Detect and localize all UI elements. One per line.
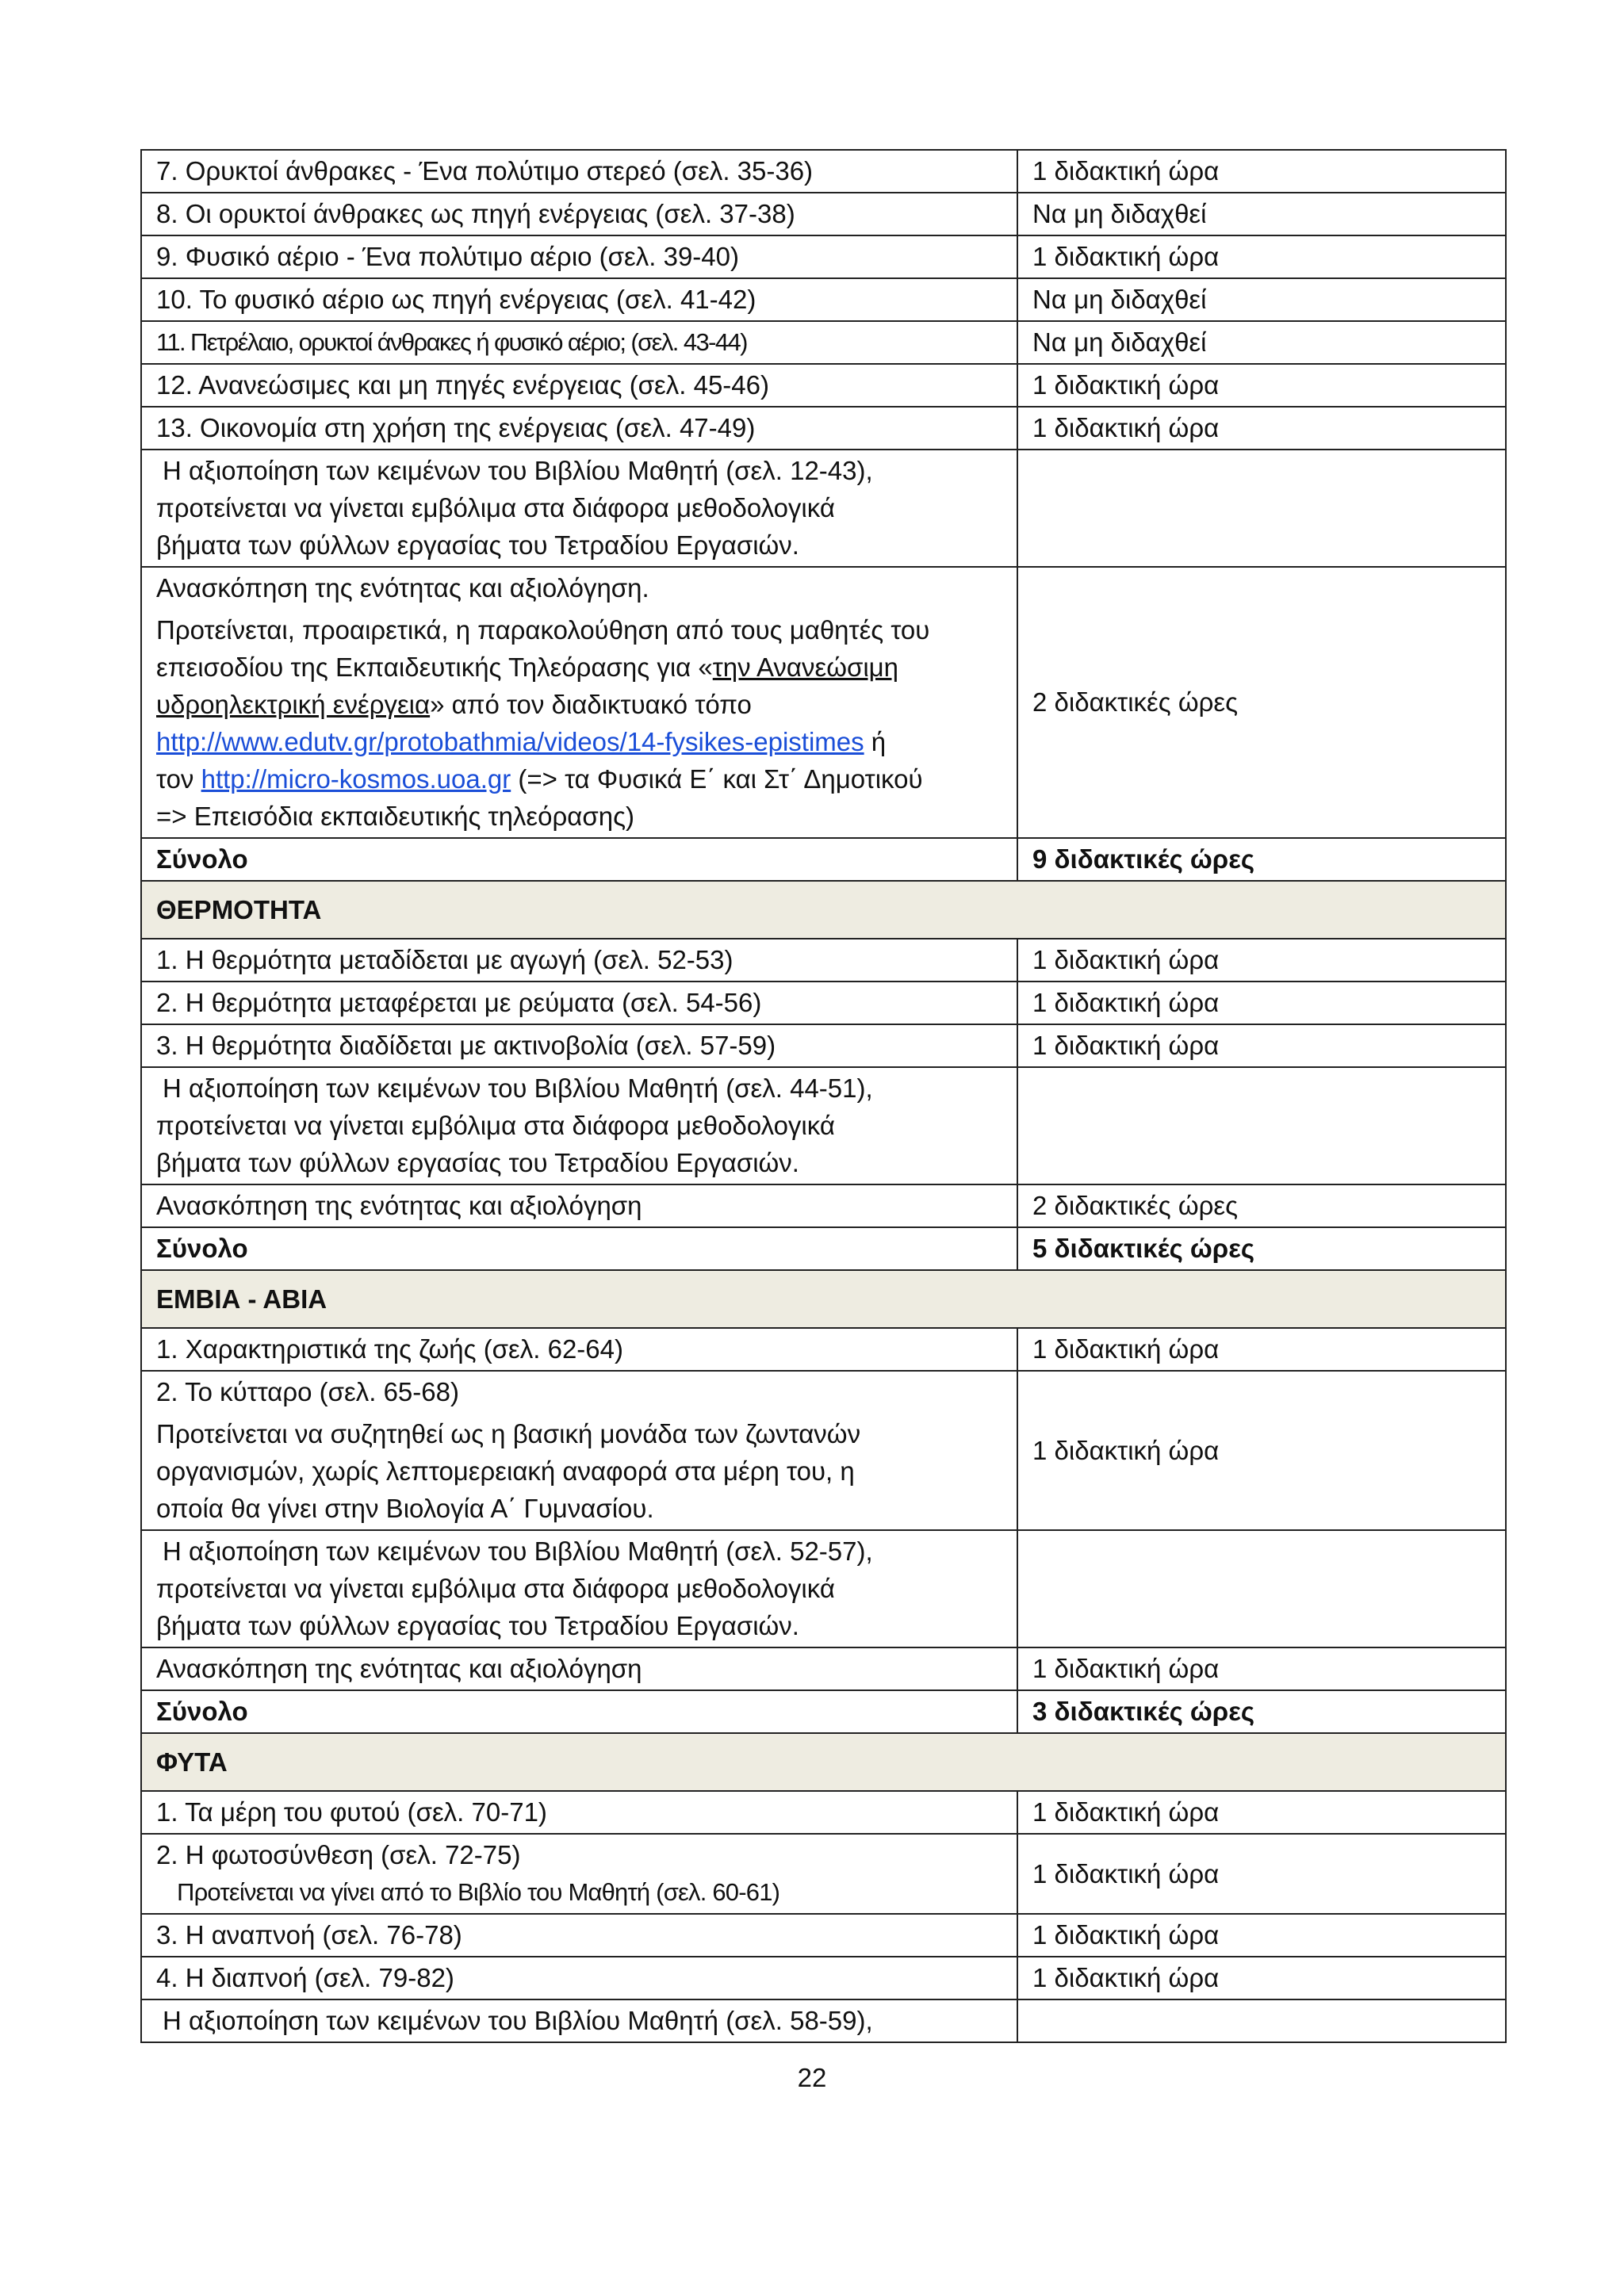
hours-cell: 2 διδακτικές ώρες — [1017, 567, 1506, 838]
hours-cell: 1 διδακτική ώρα — [1017, 1328, 1506, 1371]
table-row — [141, 1647, 1506, 1690]
review-text: ή — [864, 727, 887, 756]
table-row — [141, 567, 1506, 838]
empty-cell — [1017, 1067, 1506, 1184]
hours-cell: 1 διδακτική ώρα — [1017, 1791, 1506, 1834]
hours-cell: 1 διδακτική ώρα — [1017, 150, 1506, 193]
review-line — [156, 760, 1002, 798]
hours-cell: 2 διδακτικές ώρες — [1017, 1184, 1506, 1227]
table-row — [141, 1371, 1506, 1530]
topic-note: Προτείνεται να γίνει από το Βιβλίο του Μαθητή (σελ. 60-61) — [177, 1878, 780, 1906]
topic-cell: Ανασκόπηση της ενότητας και αξιολόγηση — [141, 1184, 1017, 1227]
empty-cell — [1017, 1530, 1506, 1647]
topic-cell: 9. Φυσικό αέριο - Ένα πολύτιμο αέριο (σελ. 39-40) — [141, 235, 1017, 278]
hours-cell: 1 διδακτική ώρα — [1017, 982, 1506, 1024]
hours-cell: 1 διδακτική ώρα — [1017, 1024, 1506, 1067]
episode-title-part2: υδροηλεκτρική ενέργεια — [156, 690, 431, 719]
hours-cell: 1 διδακτική ώρα — [1017, 1834, 1506, 1914]
hours-cell: Να μη διδαχθεί — [1017, 321, 1506, 364]
topic-cell: Ανασκόπηση της ενότητας και αξιολόγηση — [141, 1647, 1017, 1690]
table-row — [141, 450, 1506, 567]
student-book-note — [141, 1999, 1017, 2042]
topic-line: 2. Το κύτταρο (σελ. 65-68) — [156, 1377, 459, 1406]
hours-cell: 1 διδακτική ώρα — [1017, 1647, 1506, 1690]
topic-cell: 12. Ανανεώσιμες και μη πηγές ενέργειας (σελ. 45-46) — [141, 364, 1017, 407]
table-row — [141, 1791, 1506, 1834]
review-cell — [141, 567, 1017, 838]
table-row — [141, 150, 1506, 193]
total-row — [141, 1690, 1506, 1733]
topic-cell: 2. Η θερμότητα μεταφέρεται με ρεύματα (σελ. 54-56) — [141, 982, 1017, 1024]
total-label: Σύνολο — [141, 838, 1017, 881]
section-title: ΘΕΡΜΟΤΗΤΑ — [141, 881, 1506, 939]
topic-line: οποία θα γίνει στην Βιολογία Α΄ Γυμνασίου. — [156, 1494, 654, 1523]
total-hours: 5 διδακτικές ώρες — [1017, 1227, 1506, 1270]
student-book-note — [141, 450, 1017, 567]
topic-cell — [141, 1371, 1017, 1530]
total-label: Σύνολο — [141, 1690, 1017, 1733]
section-header-life — [141, 1270, 1506, 1328]
table-row — [141, 1328, 1506, 1371]
note-line: προτείνεται να γίνεται εμβόλιμα στα διάφορα μεθοδολογικά — [156, 1574, 835, 1603]
table-row — [141, 982, 1506, 1024]
microkosmos-link[interactable]: http://micro-kosmos.uoa.gr — [201, 764, 511, 794]
review-text: τον — [156, 764, 201, 794]
total-hours: 9 διδακτικές ώρες — [1017, 838, 1506, 881]
review-line: => Επεισόδια εκπαιδευτικής τηλεόρασης) — [156, 802, 634, 831]
table-row — [141, 1184, 1506, 1227]
topic-cell: 1. Η θερμότητα μεταδίδεται με αγωγή (σελ. 52-53) — [141, 939, 1017, 982]
table-row — [141, 321, 1506, 364]
total-hours: 3 διδακτικές ώρες — [1017, 1690, 1506, 1733]
review-line — [156, 649, 1002, 686]
edutv-link[interactable]: http://www.edutv.gr/protobathmia/videos/14-fysikes-epistimes — [156, 727, 864, 756]
episode-title-part1: την Ανανεώσιμη — [712, 652, 899, 682]
topic-cell: 11. Πετρέλαιο, ορυκτοί άνθρακες ή φυσικό αέριο; (σελ. 43-44) — [141, 321, 1017, 364]
note-line: προτείνεται να γίνεται εμβόλιμα στα διάφορα μεθοδολογικά — [156, 493, 835, 522]
hours-cell: Να μη διδαχθεί — [1017, 193, 1506, 235]
note-line: Η αξιοποίηση των κειμένων του Βιβλίου Μαθητή (σελ. 58-59), — [163, 2006, 873, 2035]
empty-cell — [1017, 450, 1506, 567]
review-line — [156, 686, 1002, 723]
table-row — [141, 407, 1506, 450]
note-line: βήματα των φύλλων εργασίας του Τετραδίου Εργασιών. — [156, 1611, 799, 1640]
topic-cell: 13. Οικονομία στη χρήση της ενέργειας (σελ. 47-49) — [141, 407, 1017, 450]
topic-line: 2. Η φωτοσύνθεση (σελ. 72-75) — [156, 1840, 521, 1869]
review-line — [156, 723, 1002, 760]
page-number: 22 — [797, 2063, 827, 2092]
section-header-heat — [141, 881, 1506, 939]
hours-cell: 1 διδακτική ώρα — [1017, 1371, 1506, 1530]
note-line: βήματα των φύλλων εργασίας του Τετραδίου Εργασιών. — [156, 1148, 799, 1177]
note-line: Η αξιοποίηση των κειμένων του Βιβλίου Μαθητή (σελ. 12-43), — [163, 456, 873, 485]
table-row — [141, 235, 1506, 278]
section-title: ΦΥΤΑ — [141, 1733, 1506, 1791]
hours-cell: 1 διδακτική ώρα — [1017, 407, 1506, 450]
table-row — [141, 1024, 1506, 1067]
topic-cell: 1. Χαρακτηριστικά της ζωής (σελ. 62-64) — [141, 1328, 1017, 1371]
table-row — [141, 278, 1506, 321]
table-row — [141, 1067, 1506, 1184]
note-line: Η αξιοποίηση των κειμένων του Βιβλίου Μαθητή (σελ. 52-57), — [163, 1536, 873, 1566]
topic-line: οργανισμών, χωρίς λεπτομερειακή αναφορά στα μέρη του, η — [156, 1456, 855, 1486]
topic-cell: 10. Το φυσικό αέριο ως πηγή ενέργειας (σελ. 41-42) — [141, 278, 1017, 321]
review-text: (=> τα Φυσικά Ε΄ και Στ΄ Δημοτικού — [511, 764, 923, 794]
student-book-note — [141, 1530, 1017, 1647]
hours-cell: 1 διδακτική ώρα — [1017, 1914, 1506, 1957]
table-row — [141, 1957, 1506, 1999]
table-row — [141, 1914, 1506, 1957]
total-row — [141, 1227, 1506, 1270]
total-label: Σύνολο — [141, 1227, 1017, 1270]
topic-cell: 1. Τα μέρη του φυτού (σελ. 70-71) — [141, 1791, 1017, 1834]
student-book-note — [141, 1067, 1017, 1184]
review-text: » από τον διαδικτυακό τόπο — [430, 690, 752, 719]
topic-cell: 3. Η αναπνοή (σελ. 76-78) — [141, 1914, 1017, 1957]
topic-line: Προτείνεται να συζητηθεί ως η βασική μονάδα των ζωντανών — [156, 1419, 861, 1448]
note-line: βήματα των φύλλων εργασίας του Τετραδίου Εργασιών. — [156, 530, 799, 560]
review-line: Ανασκόπηση της ενότητας και αξιολόγηση. — [156, 573, 649, 603]
table-row — [141, 364, 1506, 407]
hours-cell: 1 διδακτική ώρα — [1017, 939, 1506, 982]
topic-cell: 7. Ορυκτοί άνθρακες - Ένα πολύτιμο στερεό (σελ. 35-36) — [141, 150, 1017, 193]
note-line: προτείνεται να γίνεται εμβόλιμα στα διάφορα μεθοδολογικά — [156, 1111, 835, 1140]
note-line: Η αξιοποίηση των κειμένων του Βιβλίου Μαθητή (σελ. 44-51), — [163, 1073, 873, 1103]
table-row — [141, 193, 1506, 235]
curriculum-table — [140, 149, 1507, 2043]
empty-cell — [1017, 1999, 1506, 2042]
total-row — [141, 838, 1506, 881]
hours-cell: Να μη διδαχθεί — [1017, 278, 1506, 321]
topic-cell: 4. Η διαπνοή (σελ. 79-82) — [141, 1957, 1017, 1999]
hours-cell: 1 διδακτική ώρα — [1017, 235, 1506, 278]
section-title: ΕΜΒΙΑ - ΑΒΙΑ — [141, 1270, 1506, 1328]
table-row — [141, 939, 1506, 982]
review-text: επεισοδίου της Εκπαιδευτικής Τηλεόρασης για « — [156, 652, 713, 682]
review-line: Προτείνεται, προαιρετικά, η παρακολούθηση από τους μαθητές του — [156, 615, 930, 645]
topic-cell: 8. Οι ορυκτοί άνθρακες ως πηγή ενέργειας (σελ. 37-38) — [141, 193, 1017, 235]
hours-cell: 1 διδακτική ώρα — [1017, 1957, 1506, 1999]
table-row — [141, 1834, 1506, 1914]
hours-cell: 1 διδακτική ώρα — [1017, 364, 1506, 407]
section-header-plants — [141, 1733, 1506, 1791]
topic-cell — [141, 1834, 1017, 1914]
table-row — [141, 1530, 1506, 1647]
table-row — [141, 1999, 1506, 2042]
topic-cell: 3. Η θερμότητα διαδίδεται με ακτινοβολία (σελ. 57-59) — [141, 1024, 1017, 1067]
